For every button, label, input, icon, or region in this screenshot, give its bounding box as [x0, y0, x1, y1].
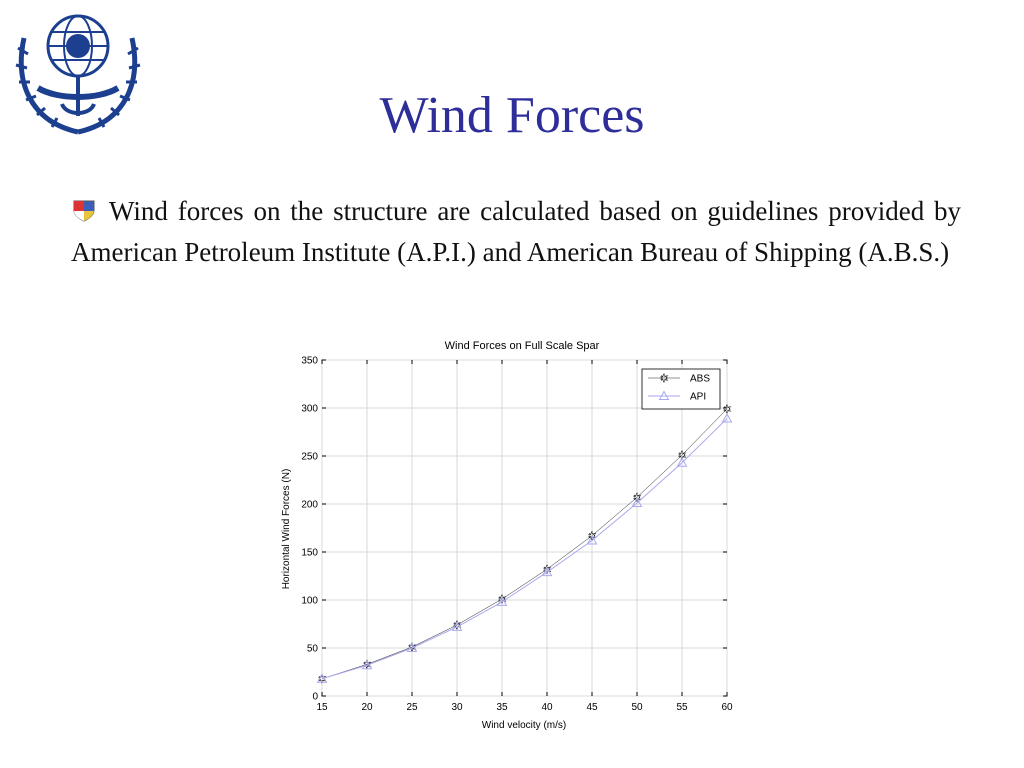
x-tick-label: 45	[586, 702, 598, 713]
bullet-text: Wind forces on the structure are calculated based on guidelines provided by American Petroleum Institute (A.P.I.) and American Bureau of Shipping (A.B.S.)	[71, 196, 961, 267]
y-tick-label: 250	[301, 451, 318, 463]
x-tick-label: 35	[496, 702, 508, 713]
chart-svg	[270, 333, 750, 735]
x-tick-label: 50	[631, 702, 643, 713]
y-tick-label: 350	[301, 355, 318, 367]
x-tick-label: 20	[361, 702, 373, 713]
x-tick-label: 15	[316, 702, 328, 713]
y-tick-label: 300	[301, 403, 318, 415]
x-tick-label: 60	[721, 702, 733, 713]
shield-bullet-icon	[71, 194, 97, 218]
x-tick-label: 30	[451, 702, 463, 713]
y-axis-label: Horizontal Wind Forces (N)	[281, 468, 292, 590]
legend-label-abs: ABS	[690, 373, 711, 385]
y-tick-label: 150	[301, 547, 318, 559]
slide-title: Wind Forces	[379, 87, 645, 144]
y-tick-label: 50	[306, 643, 318, 655]
legend-label-api: API	[690, 391, 707, 403]
chart-title: Wind Forces on Full Scale Spar	[444, 340, 600, 352]
x-axis-label: Wind velocity (m/s)	[481, 720, 567, 731]
bullet-point	[71, 191, 961, 273]
x-tick-label: 25	[406, 702, 418, 713]
y-tick-label: 200	[301, 499, 318, 511]
y-tick-label: 0	[312, 691, 318, 703]
plot-area	[322, 360, 727, 696]
x-tick-label: 40	[541, 702, 553, 713]
x-tick-label: 55	[676, 702, 688, 713]
y-tick-label: 100	[301, 595, 318, 607]
chart-legend	[642, 369, 720, 409]
wind-forces-chart	[270, 333, 750, 735]
